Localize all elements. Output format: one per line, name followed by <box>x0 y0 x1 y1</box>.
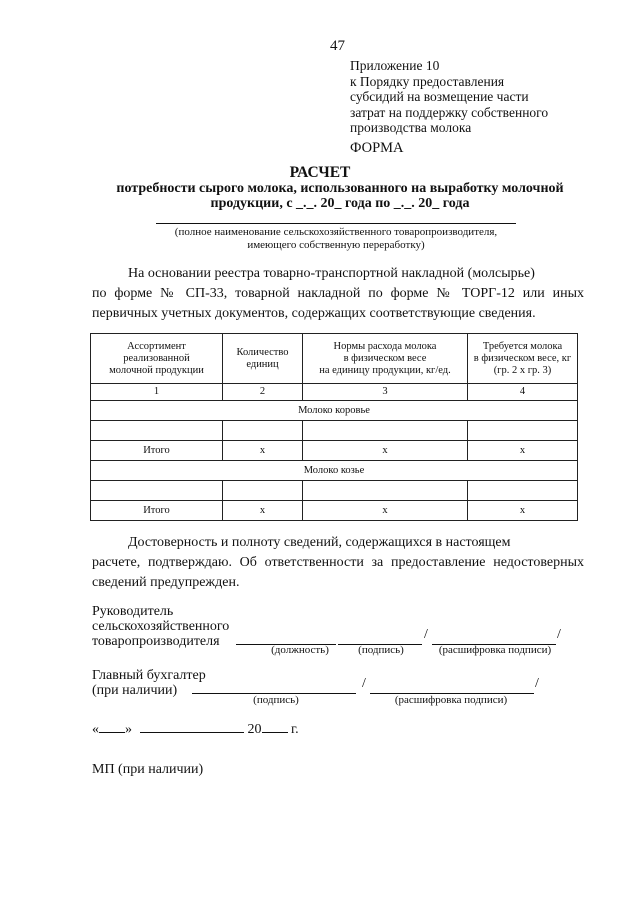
slash-mark: / <box>535 676 539 691</box>
table-cell <box>468 421 578 441</box>
head-line: Руководитель <box>92 604 174 619</box>
stamp-placeholder: МП (при наличии) <box>92 762 204 777</box>
appendix-note <box>350 58 548 136</box>
section-row-cow <box>91 401 578 421</box>
column-number-row <box>91 384 578 401</box>
confirmation-paragraph <box>92 533 584 593</box>
total-mark: x <box>223 501 303 521</box>
caption-line: (полное наименование сельскохозяйственного товаропроизводителя, <box>174 226 498 238</box>
head-line: сельскохозяйственного <box>92 619 230 634</box>
table-row <box>91 481 578 501</box>
appendix-line: производства молока <box>350 120 472 135</box>
total-label: Итого <box>91 501 223 521</box>
open-quote: « <box>92 722 99 737</box>
table-cell <box>468 481 578 501</box>
day-blank <box>99 732 125 733</box>
calculation-table <box>90 333 578 521</box>
table-cell <box>91 421 223 441</box>
form-label: ФОРМА <box>350 140 404 156</box>
slash-mark: / <box>557 627 561 642</box>
total-mark: x <box>303 501 468 521</box>
slash-mark: / <box>424 627 428 642</box>
caption-line: имеющего собственную переработку) <box>247 239 425 251</box>
total-mark: x <box>223 441 303 461</box>
table-cell <box>303 481 468 501</box>
year-suffix: г. <box>291 722 299 737</box>
table-cell <box>303 421 468 441</box>
column-number: 1 <box>91 384 223 401</box>
total-mark: x <box>468 501 578 521</box>
header-norms: Нормы расхода молока в физическом весе на единицу продукции, кг/ед. <box>303 334 468 384</box>
producer-name-line <box>156 223 516 224</box>
page-number: 47 <box>330 38 345 54</box>
signature-caption: (подпись) <box>358 644 404 656</box>
column-number: 3 <box>303 384 468 401</box>
header-quantity: Количество единиц <box>223 334 303 384</box>
appendix-line: Приложение 10 <box>350 58 440 73</box>
head-signatory-label <box>92 604 229 649</box>
signature-caption: (подпись) <box>253 694 299 706</box>
accountant-line: Главный бухгалтер <box>92 668 206 683</box>
intro-rest: по форме № СП-33, товарной накладной по форме № ТОРГ-12 или иных первичных учетных документов, содержащих соответствующие сведения. <box>92 286 584 321</box>
accountant-line: (при наличии) <box>92 683 178 698</box>
section-title: Молоко козье <box>91 461 578 481</box>
header-required: Требуется молока в физическом весе, кг (гр. 2 х гр. 3) <box>468 334 578 384</box>
total-mark: x <box>468 441 578 461</box>
head-line: товаропроизводителя <box>92 634 220 649</box>
column-number: 4 <box>468 384 578 401</box>
subtitle-line: потребности сырого молока, использованного на выработку молочной <box>116 181 564 196</box>
column-number: 2 <box>223 384 303 401</box>
table-cell <box>223 421 303 441</box>
total-row-cow <box>91 441 578 461</box>
header-assortment: Ассортимент реализованной молочной продукции <box>91 334 223 384</box>
table-cell <box>91 481 223 501</box>
document-subtitle <box>80 181 600 211</box>
month-blank <box>140 732 244 733</box>
appendix-line: субсидий на возмещение части <box>350 89 529 104</box>
section-title: Молоко коровье <box>91 401 578 421</box>
producer-name-caption <box>150 226 522 252</box>
section-row-goat <box>91 461 578 481</box>
decoding-caption: (расшифровка подписи) <box>394 694 508 706</box>
year-prefix: 20 <box>247 722 262 737</box>
total-label: Итого <box>91 441 223 461</box>
table-row <box>91 421 578 441</box>
accountant-signatory-label <box>92 668 206 698</box>
table-header-row <box>91 334 578 384</box>
position-caption: (должность) <box>271 644 329 656</box>
appendix-line: к Порядку предоставления <box>350 73 505 89</box>
confirmation-first-line: Достоверность и полноту сведений, содержащихся в настоящем <box>128 535 511 550</box>
intro-first-line: На основании реестра товарно-транспортной накладной (молсырье) <box>128 266 535 281</box>
date-line <box>92 722 299 738</box>
total-mark: x <box>303 441 468 461</box>
table-cell <box>223 481 303 501</box>
document-title: РАСЧЕТ <box>289 164 351 181</box>
intro-paragraph <box>92 264 584 324</box>
year-blank <box>262 732 288 733</box>
close-quote: » <box>125 722 132 737</box>
appendix-line: затрат на поддержку собственного <box>350 104 549 120</box>
total-row-goat <box>91 501 578 521</box>
slash-mark: / <box>362 676 366 691</box>
subtitle-line: продукции, с _._. 20_ года по _._. 20_ года <box>210 196 470 211</box>
confirmation-rest: расчете, подтверждаю. Об ответственности за предоставление недостоверных сведений предупрежден. <box>92 555 584 590</box>
decoding-caption: (расшифровка подписи) <box>438 644 552 656</box>
